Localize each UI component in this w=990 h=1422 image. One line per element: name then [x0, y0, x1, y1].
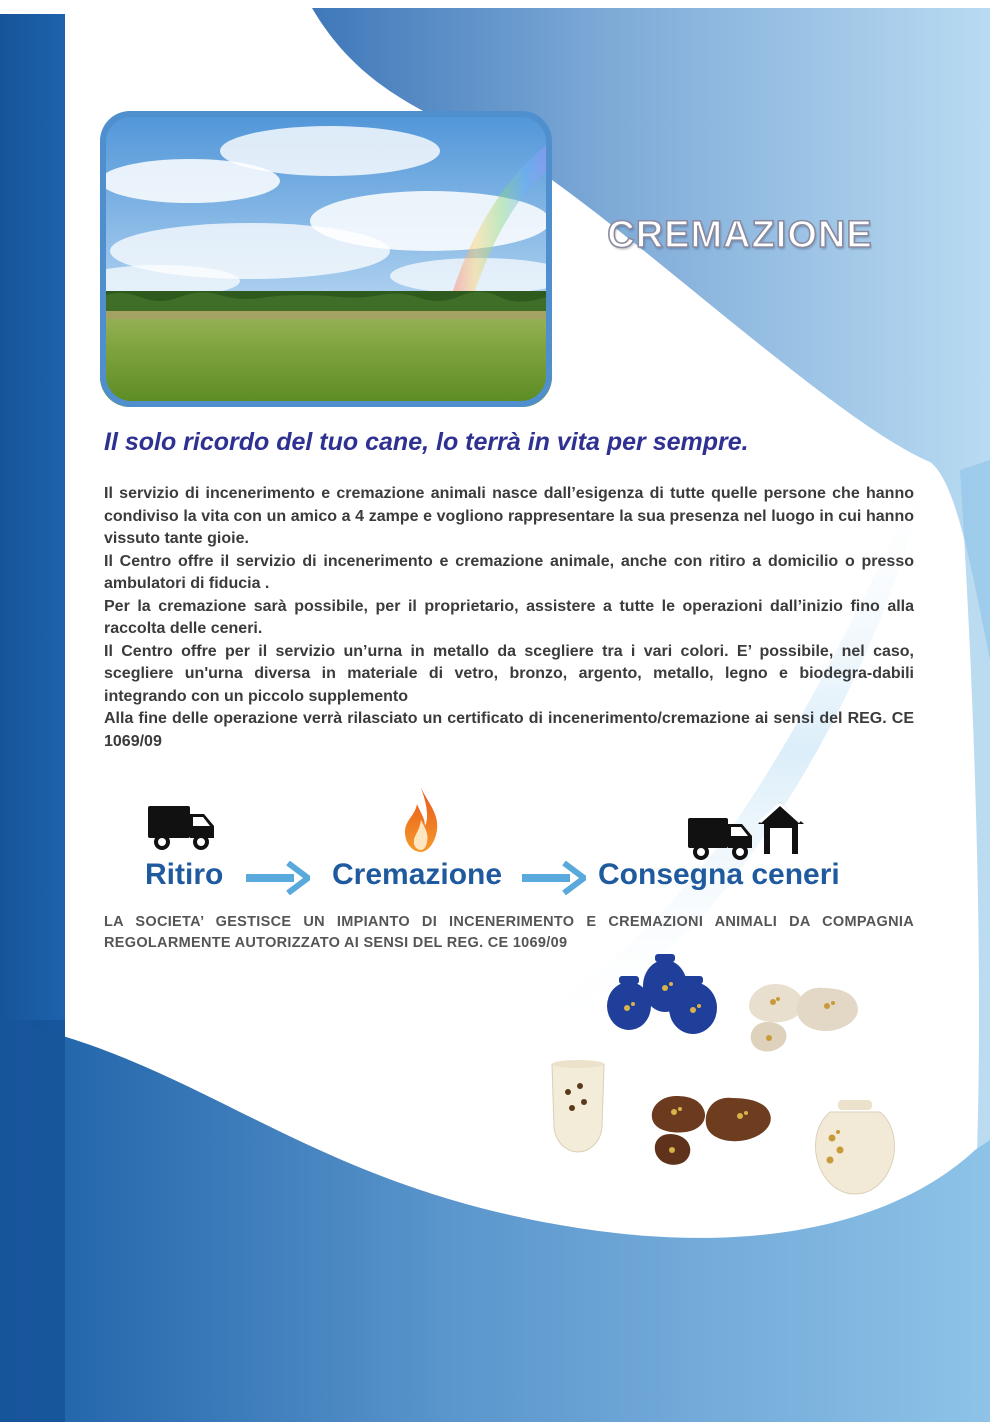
cream-tall-urn	[548, 1058, 608, 1154]
blue-urn-set	[603, 948, 723, 1038]
body-paragraph: Alla fine delle operazione verrà rilasciato un certificato di incenerimento/cremazione ai sensi del REG. CE 1069/09	[104, 710, 914, 750]
body-paragraph: Il Centro offre per il servizio un’urna in metallo da scegliere tra i vari colori. E’ possibile, nel caso, scegliere un'urna diversa in materiale di vetro, bronzo, argento, metallo, legno e biodegra-dabili integrando con un piccolo supplemento	[104, 642, 914, 705]
brown-heart-urn-set	[648, 1092, 778, 1172]
cream-round-urn	[812, 1098, 898, 1196]
step-ritiro-label: Ritiro	[145, 858, 224, 891]
authorization-note: LA SOCIETA’ GESTISCE UN IMPIANTO DI INCENERIMENTO E CREMAZIONI ANIMALI DA COMPAGNIA REGOLARMENTE AUTORIZZATO AI SENSI DEL REG. CE 1069/09	[104, 914, 914, 951]
flame-icon	[399, 786, 443, 856]
beige-heart-urn-set	[745, 982, 865, 1057]
meadow-rainbow-photo	[100, 111, 552, 407]
body-text	[104, 483, 914, 753]
body-paragraph: Il Centro offre il servizio di incenerimento e cremazione animale, anche con ritiro a domicilio o presso ambulatori di fiducia .	[104, 552, 914, 592]
page-title: CREMAZIONE	[607, 214, 873, 256]
body-paragraph: Il servizio di incenerimento e cremazione animali nasce dall’esigenza di tutte quelle persone che hanno condiviso la vita con un amico a 4 zampe e vogliono rappresentare la sua presenza nel luogo in cui hanno vissuto tante gioie.	[104, 485, 914, 547]
body-paragraph: Per la cremazione sarà possibile, per il proprietario, assistere a tutte le operazioni dall’inizio fino alla raccolta delle ceneri.	[104, 597, 914, 637]
arrow-right-icon	[246, 861, 310, 895]
arrow-right-icon	[522, 861, 586, 895]
truck-house-icon	[686, 794, 806, 864]
truck-icon	[146, 804, 216, 852]
step-consegna-label: Consegna ceneri	[598, 858, 840, 891]
tagline: Il solo ricordo del tuo cane, lo terrà in vita per sempre.	[104, 428, 749, 456]
step-cremazione-label: Cremazione	[332, 858, 503, 891]
